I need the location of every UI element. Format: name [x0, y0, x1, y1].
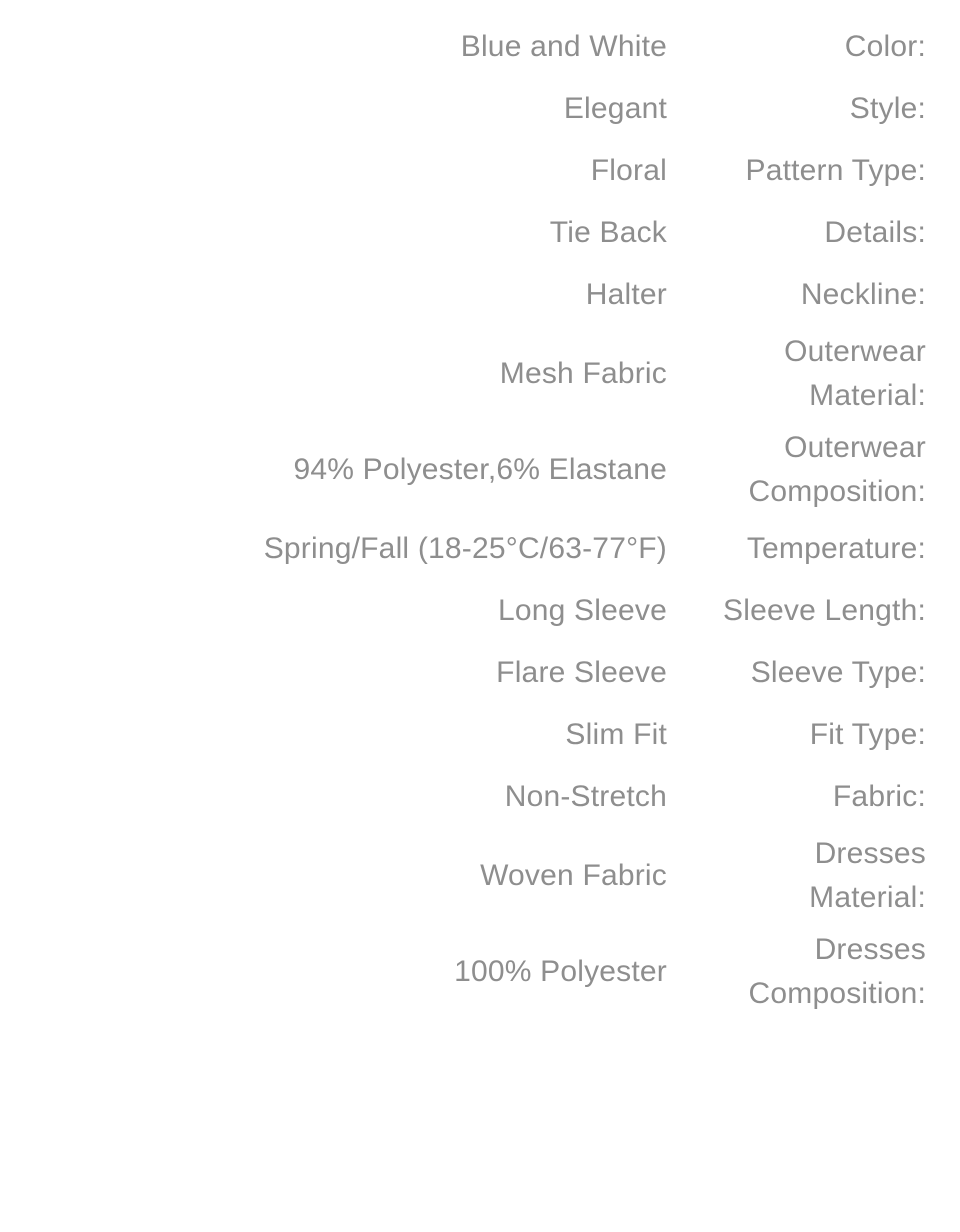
- spec-row: [0, 924, 960, 1020]
- spec-label: Sleeve Type:: [750, 656, 926, 689]
- spec-value: Slim Fit: [565, 718, 667, 751]
- spec-row: [0, 326, 960, 422]
- spec-row: [0, 16, 960, 78]
- spec-value: 94% Polyester,6% Elastane: [293, 453, 667, 486]
- spec-label: Fabric:: [832, 780, 926, 813]
- spec-label: Outerwear Composition:: [748, 431, 926, 508]
- spec-row: [0, 766, 960, 828]
- spec-label: Temperature:: [746, 532, 926, 565]
- spec-label: Outerwear Material:: [784, 335, 926, 412]
- spec-value: Elegant: [563, 92, 667, 125]
- spec-row: [0, 140, 960, 202]
- spec-value: Spring/Fall (18-25°C/63-77°F): [263, 532, 667, 565]
- spec-label: Fit Type:: [809, 718, 926, 751]
- spec-label: Dresses Composition:: [748, 933, 926, 1010]
- spec-row: [0, 580, 960, 642]
- spec-row: [0, 828, 960, 924]
- spec-value: Halter: [585, 278, 667, 311]
- spec-label: Pattern Type:: [745, 154, 926, 187]
- spec-row: [0, 422, 960, 518]
- spec-value: Long Sleeve: [497, 594, 667, 627]
- spec-value: Floral: [590, 154, 667, 187]
- spec-row: [0, 264, 960, 326]
- spec-value: Tie Back: [549, 216, 667, 249]
- spec-value: Flare Sleeve: [496, 656, 667, 689]
- spec-label: Style:: [849, 92, 926, 125]
- spec-value: 100% Polyester: [454, 955, 667, 988]
- spec-row: [0, 78, 960, 140]
- spec-label: Details:: [824, 216, 926, 249]
- spec-value: Mesh Fabric: [499, 357, 667, 390]
- spec-value: Woven Fabric: [480, 859, 667, 892]
- spec-value: Blue and White: [460, 30, 667, 63]
- spec-label: Dresses Material:: [809, 837, 926, 914]
- spec-label: Neckline:: [800, 278, 926, 311]
- spec-row: [0, 704, 960, 766]
- spec-row: [0, 642, 960, 704]
- spec-row: [0, 202, 960, 264]
- spec-value: Non-Stretch: [504, 780, 667, 813]
- spec-row: [0, 518, 960, 580]
- spec-label: Color:: [844, 30, 926, 63]
- spec-label: Sleeve Length:: [723, 594, 926, 627]
